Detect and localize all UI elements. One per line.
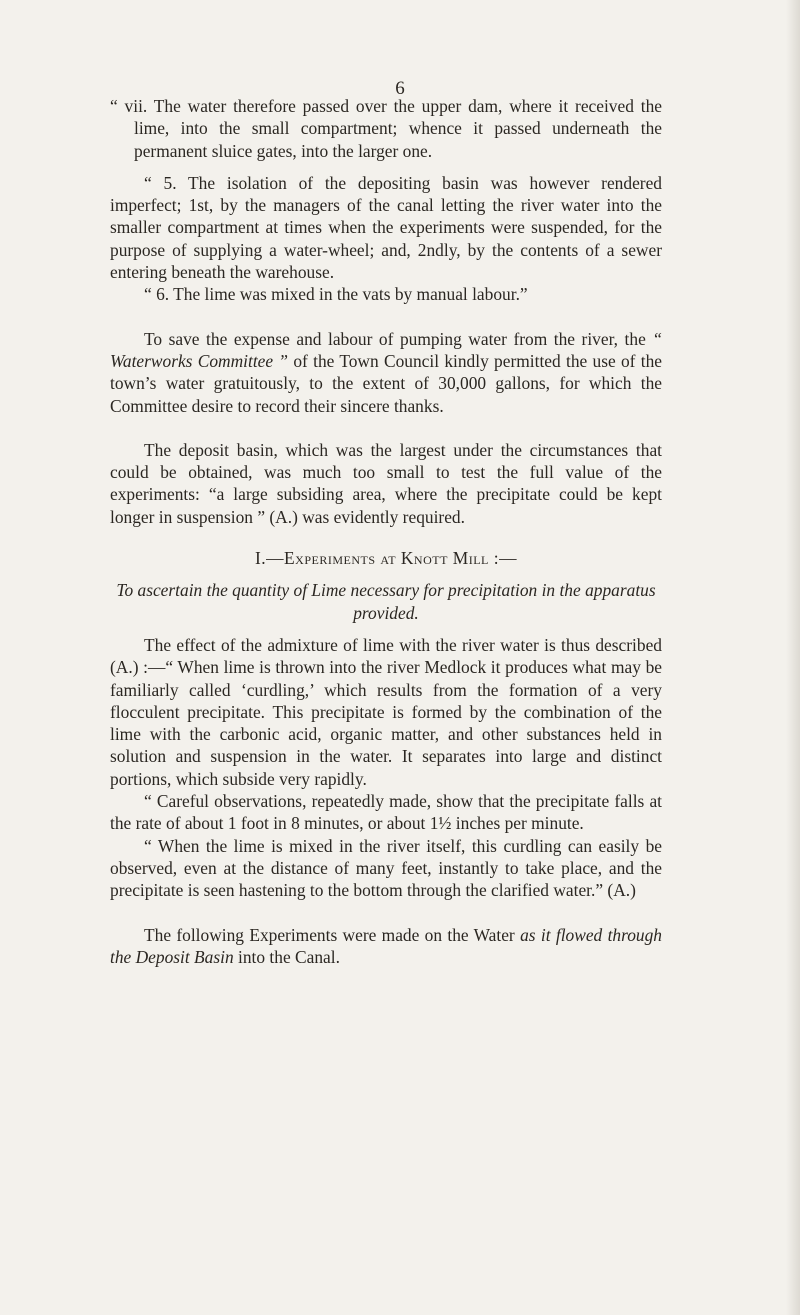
quote-paragraph-vii: “ vii. The water therefore passed over the upper dam, where it received the lime, into the small compartment; whence it passed underneath the permanent sluice gates, into the larger one. [110,96,662,161]
following-text-end: into the Canal. [238,946,340,967]
page-edge-shadow [786,0,800,1315]
section-subtitle-text: To ascertain the quantity of Lime necessary for precipitation in the apparatus provided. [116,580,656,623]
deposit-basin-paragraph: The deposit basin, which was the largest under the circumstances that could be obtained, was much too small to test the full value of the experiments: “a large subsiding area, where the precipitate could be kept longer in suspension ” (A.) was evidently required. [110,439,662,527]
section-subtitle [110,579,662,624]
pumping-text-end: of the Town Council kindly permitted the use of the town’s water gratuitously, to the extent of 30,000 gallons, for which the Committee desire to record their sincere thanks. [110,350,662,416]
page-body [110,95,662,968]
following-text-italic: as it flowed through the Deposit Basin [110,924,662,967]
pumping-text-start: To save the expense and labour of pumping water from the river, the [144,328,646,349]
following-experiments-paragraph [110,924,662,969]
section-heading [110,547,662,569]
careful-observations-paragraph: “ Careful observations, repeatedly made, show that the precipitate falls at the rate of about 1 foot in 8 minutes, or about 1½ inches per minute. [110,791,662,834]
following-text-start: The following Experiments were made on the Water [144,924,515,945]
lime-mixed-paragraph: “ When the lime is mixed in the river itself, this curdling can easily be observed, even at the distance of many feet, instantly to take place, and the precipitate is seen hastening to the bottom through the clarified water.” (A.) [110,835,662,901]
quote-paragraph-5: “ 5. The isolation of the depositing basin was however rendered imperfect; 1st, by the managers of the canal letting the river water into the smaller compartment at times when the experiments were suspended, for the purpose of supplying a water-wheel; and, 2ndly, by the contents of a sewer entering beneath the warehouse. [110,172,662,283]
quote-paragraph-6: “ 6. The lime was mixed in the vats by manual labour.” [144,284,528,305]
page-number: 6 [395,78,405,99]
pumping-paragraph [110,328,662,417]
lime-effect-paragraph: The effect of the admixture of lime with the river water is thus described (A.) :—“ When lime is thrown into the river Medlock it produces what may be familiarly called ‘curdling,’ which results from the formation of a very flocculent precipitate. This precipitate is formed by the combination of the lime with the carbonic acid, organic matter, and other substances held in solution and suspension in the water. It separates into large and distinct portions, which subside very rapidly. [110,634,662,789]
section-heading-text: I.—Experiments at Knott Mill :— [255,548,517,569]
waterworks-committee-name: “ Waterworks Committee ” [110,328,662,371]
